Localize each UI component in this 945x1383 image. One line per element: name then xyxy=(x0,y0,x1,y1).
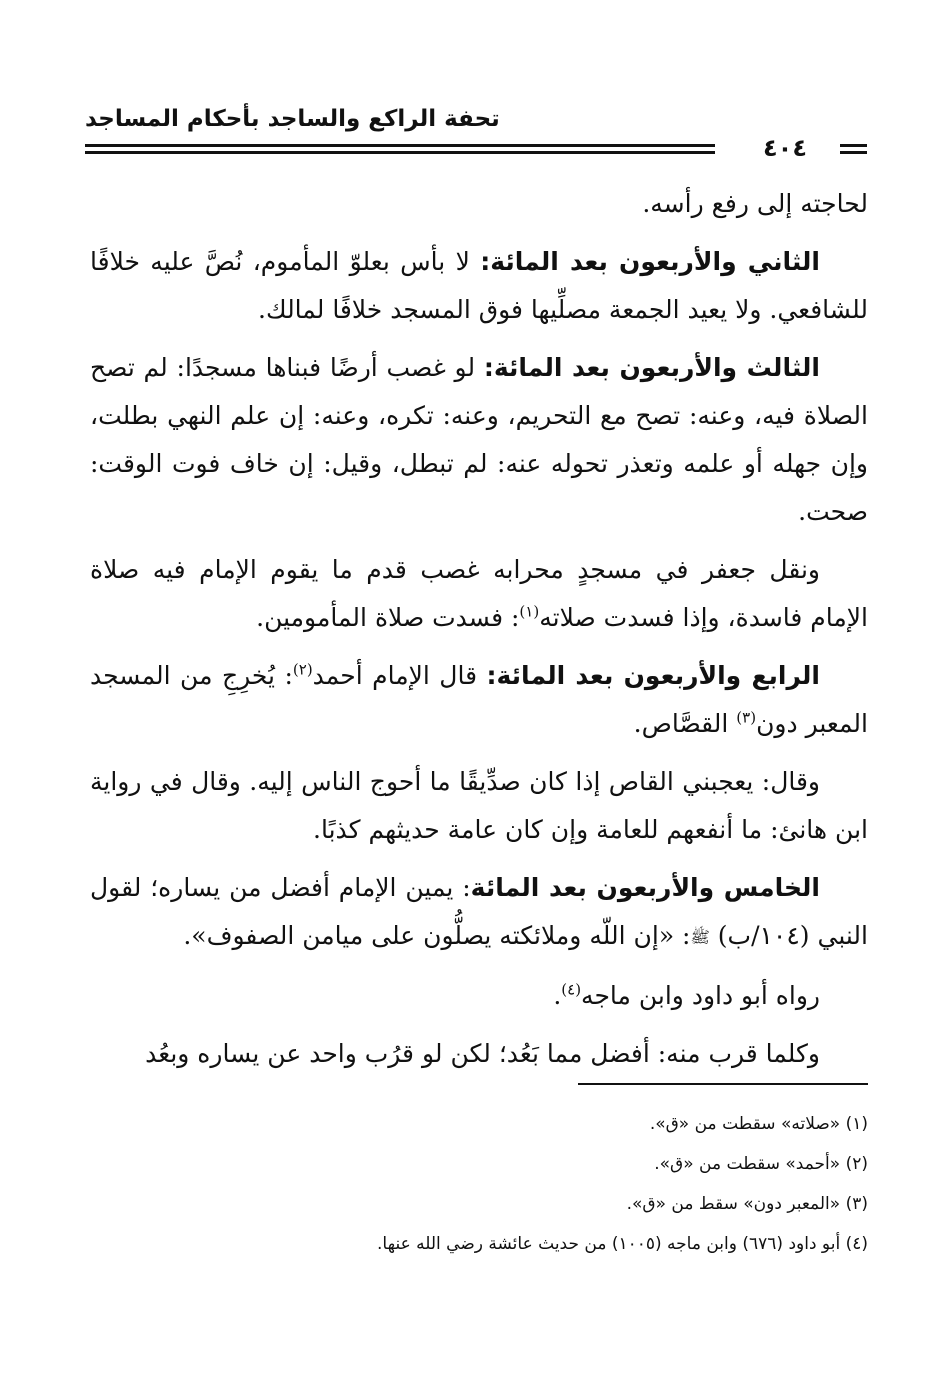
paragraph-text: القصَّاص. xyxy=(633,709,737,738)
paragraph-text: وكلما قرب منه: أفضل مما بَعُد؛ لكن لو قرُب واحد عن يساره وبعُد xyxy=(145,1038,820,1068)
paragraph xyxy=(90,758,868,854)
header-rule xyxy=(85,144,715,147)
main-text xyxy=(90,180,868,1088)
paragraph xyxy=(90,546,868,642)
section-heading: الرابع والأربعون بعد المائة: xyxy=(486,661,820,690)
running-title: تحفة الراكع والساجد بأحكام المساجد xyxy=(85,106,500,132)
paragraph xyxy=(90,1030,868,1078)
paragraph-text: رواه أبو داود وابن ماجه xyxy=(581,980,820,1010)
paragraph-text: : يمين الإمام أفضل من يساره؛ لقول النبي (١٠٤/ب) xyxy=(90,873,868,950)
footnote-item: (٤) أبو داود (٦٧٦) وابن ماجه (١٠٠٥) من حديث عائشة رضي الله عنها. xyxy=(377,1234,868,1254)
paragraph-text: لحاجته إلى رفع رأسه. xyxy=(642,189,868,218)
paragraph xyxy=(90,238,868,334)
footnotes xyxy=(90,1104,868,1264)
paragraph-text: : فسدت صلاة المأمومين. xyxy=(256,603,520,632)
page-header xyxy=(85,100,867,162)
honorific-glyph: ﷺ xyxy=(690,927,710,947)
footnote-ref[interactable]: (٢) xyxy=(292,660,313,679)
paragraph-text: قال الإمام أحمد xyxy=(312,661,487,690)
section-heading: الثاني والأربعون بعد المائة: xyxy=(480,247,821,276)
paragraph xyxy=(90,864,868,962)
paragraph-text: ونقل جعفر في مسجدٍ محرابه غصب قدم ما يقوم الإمام فيه صلاة الإمام فاسدة، وإذا فسدت صلاته xyxy=(90,555,868,632)
paragraph xyxy=(90,180,868,228)
header-rule xyxy=(85,151,715,154)
footnote-ref[interactable]: (١) xyxy=(519,602,540,621)
footnote-ref[interactable]: (٣) xyxy=(736,708,757,727)
footnote-item: (١) «صلاته» سقطت من «ق». xyxy=(649,1114,868,1134)
footnote-ref[interactable]: (٤) xyxy=(561,980,582,999)
footnote-separator xyxy=(578,1083,868,1085)
paragraph-text: لو غصب أرضًا فبناها مسجدًا: لم تصح الصلاة فيه، وعنه: تصح مع التحريم، وعنه: تكره، وعنه: إن علم النهي بطلت، وإن جهله أو علمه وتعذر تحوله عنه: لم تبطل، وقيل: إن خاف فوت الوقت: صحت. xyxy=(90,353,868,526)
paragraph xyxy=(90,652,868,748)
paragraph xyxy=(90,344,868,536)
paragraph-text: . xyxy=(553,980,562,1010)
paragraph-text: وقال: يعجبني القاص إذا كان صدِّيقًا ما أحوج الناس إليه. وقال في رواية ابن هانئ: ما أنفعهم للعامة وإن كان عامة حديثهم كذبًا. xyxy=(90,767,868,844)
section-heading: الخامس والأربعون بعد المائة xyxy=(470,873,820,902)
footnote-item: (٣) «المعبر دون» سقط من «ق». xyxy=(626,1194,868,1214)
paragraph-text: : «إن اللّه وملائكته يصلُّون على ميامن الصفوف». xyxy=(183,921,691,950)
paragraph-text: لا بأس بعلوّ المأموم، نُصَّ عليه خلافًا للشافعي. ولا يعيد الجمعة مصلِّيها فوق المسجد خلافًا لمالك. xyxy=(90,247,868,324)
page-number: ٤٠٤ xyxy=(730,134,840,162)
section-heading: الثالث والأربعون بعد المائة: xyxy=(483,353,820,382)
paragraph xyxy=(90,972,868,1020)
paragraph-text: : يُخرِجِ من المسجد المعبر دون xyxy=(90,661,868,738)
footnote-item: (٢) «أحمد» سقطت من «ق». xyxy=(654,1154,868,1174)
